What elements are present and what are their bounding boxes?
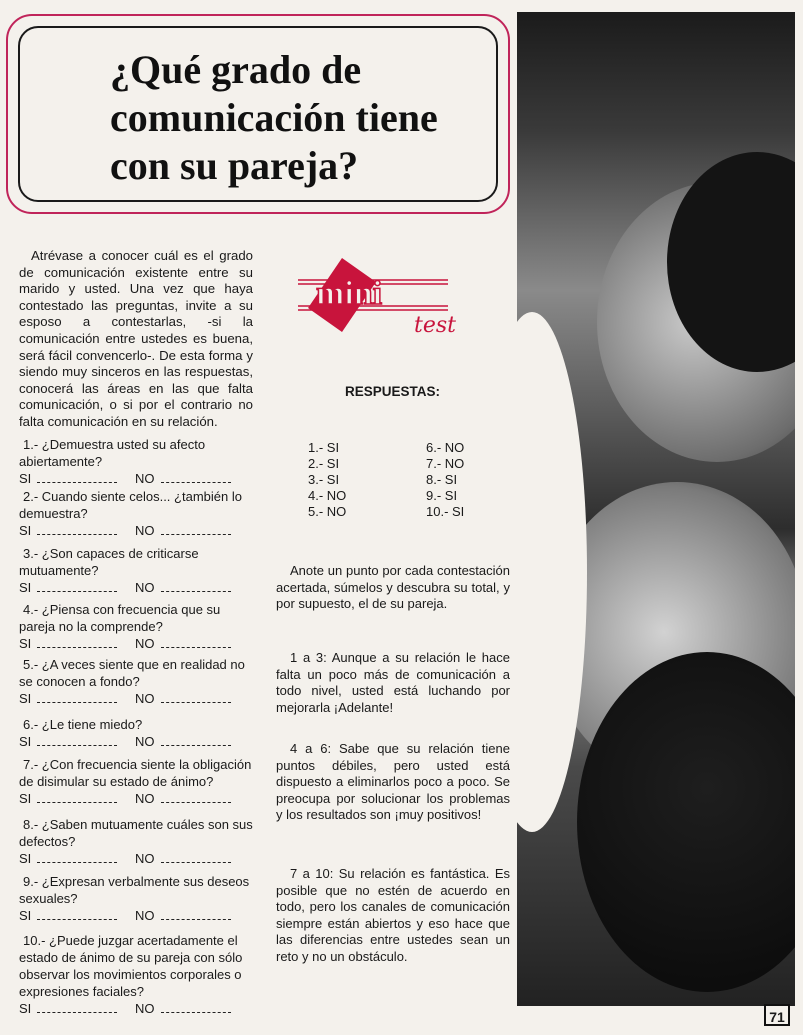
answer-row <box>19 579 259 596</box>
answer-row <box>19 733 259 750</box>
no-label: NO <box>135 636 155 651</box>
answer-row <box>19 635 259 652</box>
yes-label: SI <box>19 734 32 749</box>
no-label: NO <box>135 691 155 706</box>
page-title-line-1: ¿Qué grado de <box>110 47 362 92</box>
question-text: 9.- ¿Expresan verbalmente sus deseos sexuales? <box>19 874 250 906</box>
question-8 <box>19 816 259 867</box>
answer-row <box>19 850 259 867</box>
question-10 <box>19 932 259 1017</box>
no-blank[interactable] <box>161 792 231 803</box>
answer-row <box>19 690 259 707</box>
no-blank[interactable] <box>161 909 231 920</box>
yes-label: SI <box>19 523 32 538</box>
no-blank[interactable] <box>161 1002 231 1013</box>
question-2 <box>19 488 259 539</box>
yes-label: SI <box>19 1001 32 1016</box>
no-label: NO <box>135 734 155 749</box>
answer-key-item: 6.- NO <box>426 440 465 455</box>
answer-row <box>19 1000 259 1017</box>
yes-blank[interactable] <box>37 581 117 592</box>
no-blank[interactable] <box>161 735 231 746</box>
question-text: 2.- Cuando siente celos... ¿también lo demuestra? <box>19 489 242 521</box>
no-label: NO <box>135 908 155 923</box>
scoring-intro-text: Anote un punto por cada contestación acertada, súmelos y descubra su total, y por supuesto, el de su pareja. <box>276 563 510 612</box>
score-range-2 <box>276 741 510 824</box>
no-label: NO <box>135 791 155 806</box>
answer-key-item: 9.- SI <box>426 488 458 503</box>
question-text: 7.- ¿Con frecuencia siente la obligación de disimular su estado de ánimo? <box>19 757 252 789</box>
no-label: NO <box>135 851 155 866</box>
yes-blank[interactable] <box>37 735 117 746</box>
yes-label: SI <box>19 851 32 866</box>
logo-word-test: test <box>414 313 456 338</box>
answer-key-item: 3.- SI <box>308 472 340 487</box>
no-blank[interactable] <box>161 852 231 863</box>
score-range-1 <box>276 650 510 716</box>
answer-key-item: 8.- SI <box>426 472 458 487</box>
yes-label: SI <box>19 791 32 806</box>
answer-row <box>19 790 259 807</box>
answer-key-item: 4.- NO <box>308 488 347 503</box>
yes-blank[interactable] <box>37 852 117 863</box>
intro-text <box>19 248 253 431</box>
yes-label: SI <box>19 580 32 595</box>
question-9 <box>19 873 259 924</box>
no-label: NO <box>135 1001 155 1016</box>
question-7 <box>19 756 259 807</box>
question-1 <box>19 436 259 487</box>
question-6 <box>19 716 259 750</box>
yes-blank[interactable] <box>37 1002 117 1013</box>
question-4 <box>19 601 259 652</box>
question-text: 5.- ¿A veces siente que en realidad no se conocen a fondo? <box>19 657 245 689</box>
logo-word-mini: mini <box>316 275 383 312</box>
couple-photo <box>517 12 795 1006</box>
answer-key-item: 2.- SI <box>308 456 340 471</box>
page-number: 71 <box>764 1004 790 1026</box>
score-range-3 <box>276 866 510 966</box>
yes-blank[interactable] <box>37 692 117 703</box>
page-title-line-2: comunicación tiene <box>110 95 438 140</box>
page-title-line-3: con su pareja? <box>110 143 359 188</box>
answer-key-item: 10.- SI <box>426 504 465 519</box>
answer-key-item: 1.- SI <box>308 440 340 455</box>
no-blank[interactable] <box>161 581 231 592</box>
intro-paragraph: Atrévase a conocer cuál es el grado de comunicación existente entre su marido y usted. Una vez que haya contestado las preguntas, invite a su esposo a contestarlas, -si la comunicación entre ustedes es buena, será fácil convencerlo-. De esta forma y siendo muy sinceros en las respuestas, conocerá las áreas en las que falta comunicación, o si por el contrario no falta comunicación en su relación. <box>19 248 253 429</box>
question-5 <box>19 656 259 707</box>
scoring-intro <box>276 563 510 613</box>
yes-blank[interactable] <box>37 792 117 803</box>
yes-label: SI <box>19 636 32 651</box>
score-range-3-text: 7 a 10: Su relación es fantástica. Es posible que no estén de acuerdo en todo, pero los canales de comunicación siempre están abiertos y eso hace que las diferencias entre ustedes sean un reto y no un obstáculo. <box>276 866 510 964</box>
score-range-1-text: 1 a 3: Aunque a su relación le hace falta un poco más de comunicación a todo nivel, usted está luchando por mejorarla ¡Adelante! <box>276 650 510 715</box>
yes-label: SI <box>19 691 32 706</box>
no-label: NO <box>135 580 155 595</box>
yes-blank[interactable] <box>37 524 117 535</box>
no-label: NO <box>135 471 155 486</box>
no-blank[interactable] <box>161 524 231 535</box>
question-text: 1.- ¿Demuestra usted su afecto abiertamente? <box>19 437 206 469</box>
no-blank[interactable] <box>161 692 231 703</box>
yes-blank[interactable] <box>37 909 117 920</box>
question-3 <box>19 545 259 596</box>
answer-row <box>19 522 259 539</box>
yes-label: SI <box>19 908 32 923</box>
question-text: 8.- ¿Saben mutuamente cuáles son sus defectos? <box>19 817 253 849</box>
no-label: NO <box>135 523 155 538</box>
answer-key-item: 5.- NO <box>308 504 347 519</box>
score-range-2-text: 4 a 6: Sabe que su relación tiene puntos débiles, pero usted está dispuesto a eliminarlos poco a poco. Se preocupa por solucionar los problemas y los resultados son ¡muy positivos! <box>276 741 510 823</box>
answer-row <box>19 907 259 924</box>
answer-row <box>19 470 259 487</box>
yes-blank[interactable] <box>37 472 117 483</box>
question-text: 4.- ¿Piensa con frecuencia que su pareja no la comprende? <box>19 602 221 634</box>
yes-blank[interactable] <box>37 637 117 648</box>
answer-key-item: 7.- NO <box>426 456 465 471</box>
yes-label: SI <box>19 471 32 486</box>
mini-test-logo <box>296 250 476 340</box>
no-blank[interactable] <box>161 472 231 483</box>
answers-column-2 <box>426 440 464 520</box>
no-blank[interactable] <box>161 637 231 648</box>
question-text: 3.- ¿Son capaces de criticarse mutuamente? <box>19 546 199 578</box>
answers-column-1 <box>308 440 346 520</box>
question-text: 6.- ¿Le tiene miedo? <box>23 717 143 732</box>
answers-heading: RESPUESTAS: <box>345 384 441 399</box>
question-text: 10.- ¿Puede juzgar acertadamente el estado de ánimo de su pareja con sólo observar los movimientos corporales o expresiones faciales? <box>19 933 243 999</box>
